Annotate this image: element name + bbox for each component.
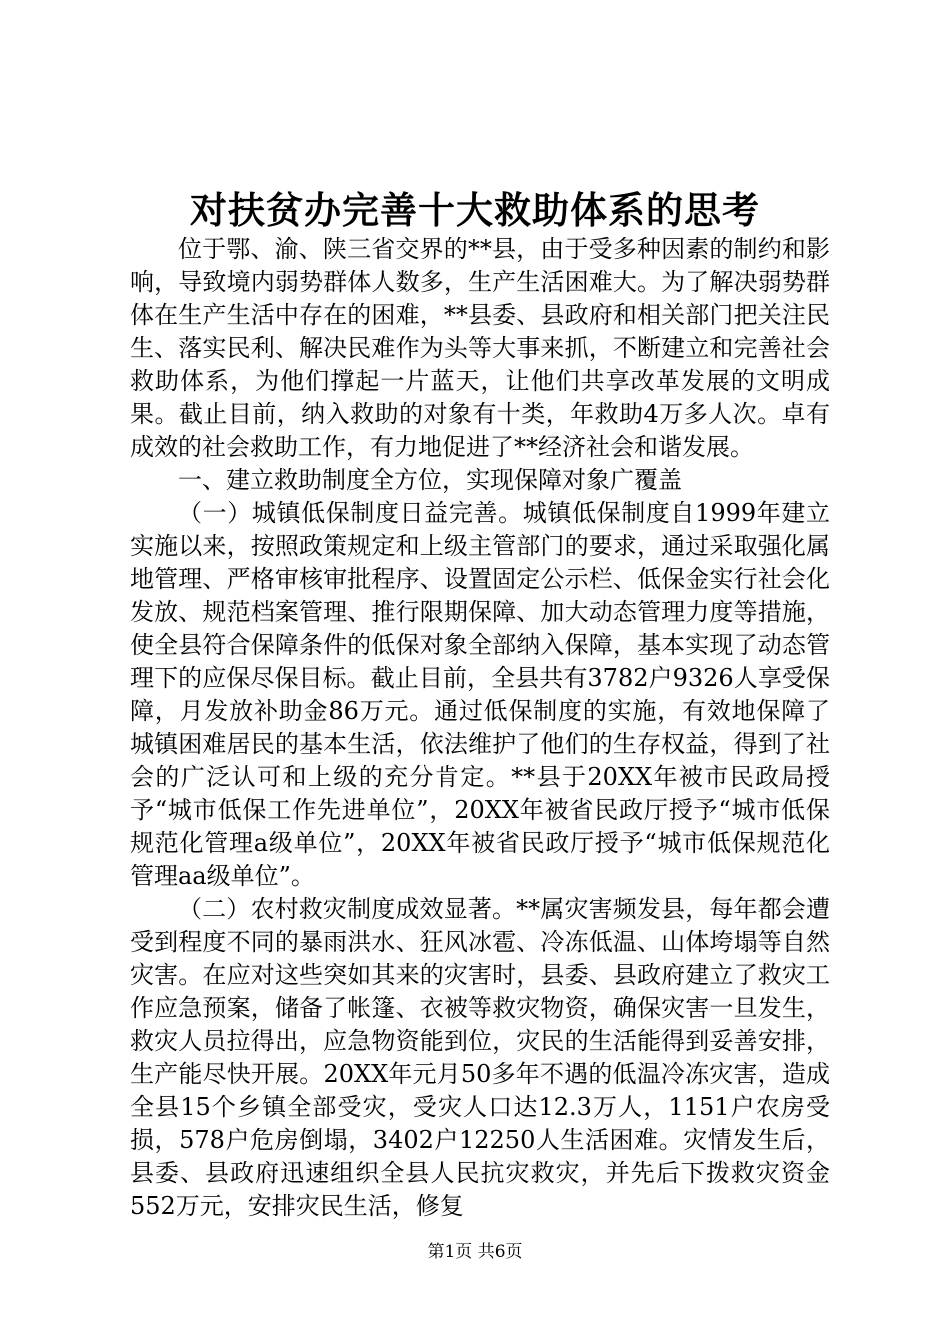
page-footer: 第1页 共6页 [427,1242,523,1262]
section-heading: 一、建立救助制度全方位，实现保障对象广覆盖 [178,466,682,494]
document-title: 对扶贫办完善十大救助体系的思考 [190,188,760,232]
rural-disaster-paragraph: （二）农村救灾制度成效显著。**属灾害频发县，每年都会遭受到程度不同的暴雨洪水、狂风冰雹、冷冻低温、山体垮塌等自然灾害。在应对这些突如其来的灾害时，县委、县政府建立了救灾工作应急预案，储备了帐篷、衣被等救灾物资，确保灾害一旦发生，救灾人员拉得出，应急物资能到位，灾民的生活能得到妥善安排，生产能尽快开展。20XX年元月50多年不遇的低温冷冻灾害，造成全县15个乡镇全部受灾，受灾人口达12.3万人，1151户农房受损，578户危房倒塌，3402户12250人生活困难。灾情发生后，县委、县政府迅速组织全县人民抗灾救灾，并先后下拨救灾资金552万元，安排灾民生活，修复 [130,895,830,1220]
urban-subsidy-paragraph: （一）城镇低保制度日益完善。城镇低保制度自1999年建立实施以来，按照政策规定和上级主管部门的要求，通过采取强化属地管理、严格审核审批程序、设置固定公示栏、低保金实行社会化发放、规范档案管理、推行限期保障、加大动态管理力度等措施，使全县符合保障条件的低保对象全部纳入保障，基本实现了动态管理下的应保尽保目标。截止目前，全县共有3782户9326人享受保障，月发放补助金86万元。通过低保制度的实施，有效地保障了城镇困难居民的基本生活，依法维护了他们的生存权益，得到了社会的广泛认可和上级的充分肯定。**县于20XX年被市民政局授予“城市低保工作先进单位”，20XX年被省民政厅授予“城市低保规范化管理a级单位”，20XX年被省民政厅授予“城市低保规范化管理aa级单位”。 [130,499,830,890]
document-body [130,233,830,1223]
intro-paragraph: 位于鄂、渝、陕三省交界的**县，由于受多种因素的制约和影响，导致境内弱势群体人数多，生产生活困难大。为了解决弱势群体在生产生活中存在的困难，**县委、县政府和相关部门把关注民生、落实民利、解决民难作为头等大事来抓，不断建立和完善社会救助体系，为他们撑起一片蓝天，让他们共享改革发展的文明成果。截止目前，纳入救助的对象有十类，年救助4万多人次。卓有成效的社会救助工作，有力地促进了**经济社会和谐发展。 [130,235,830,461]
